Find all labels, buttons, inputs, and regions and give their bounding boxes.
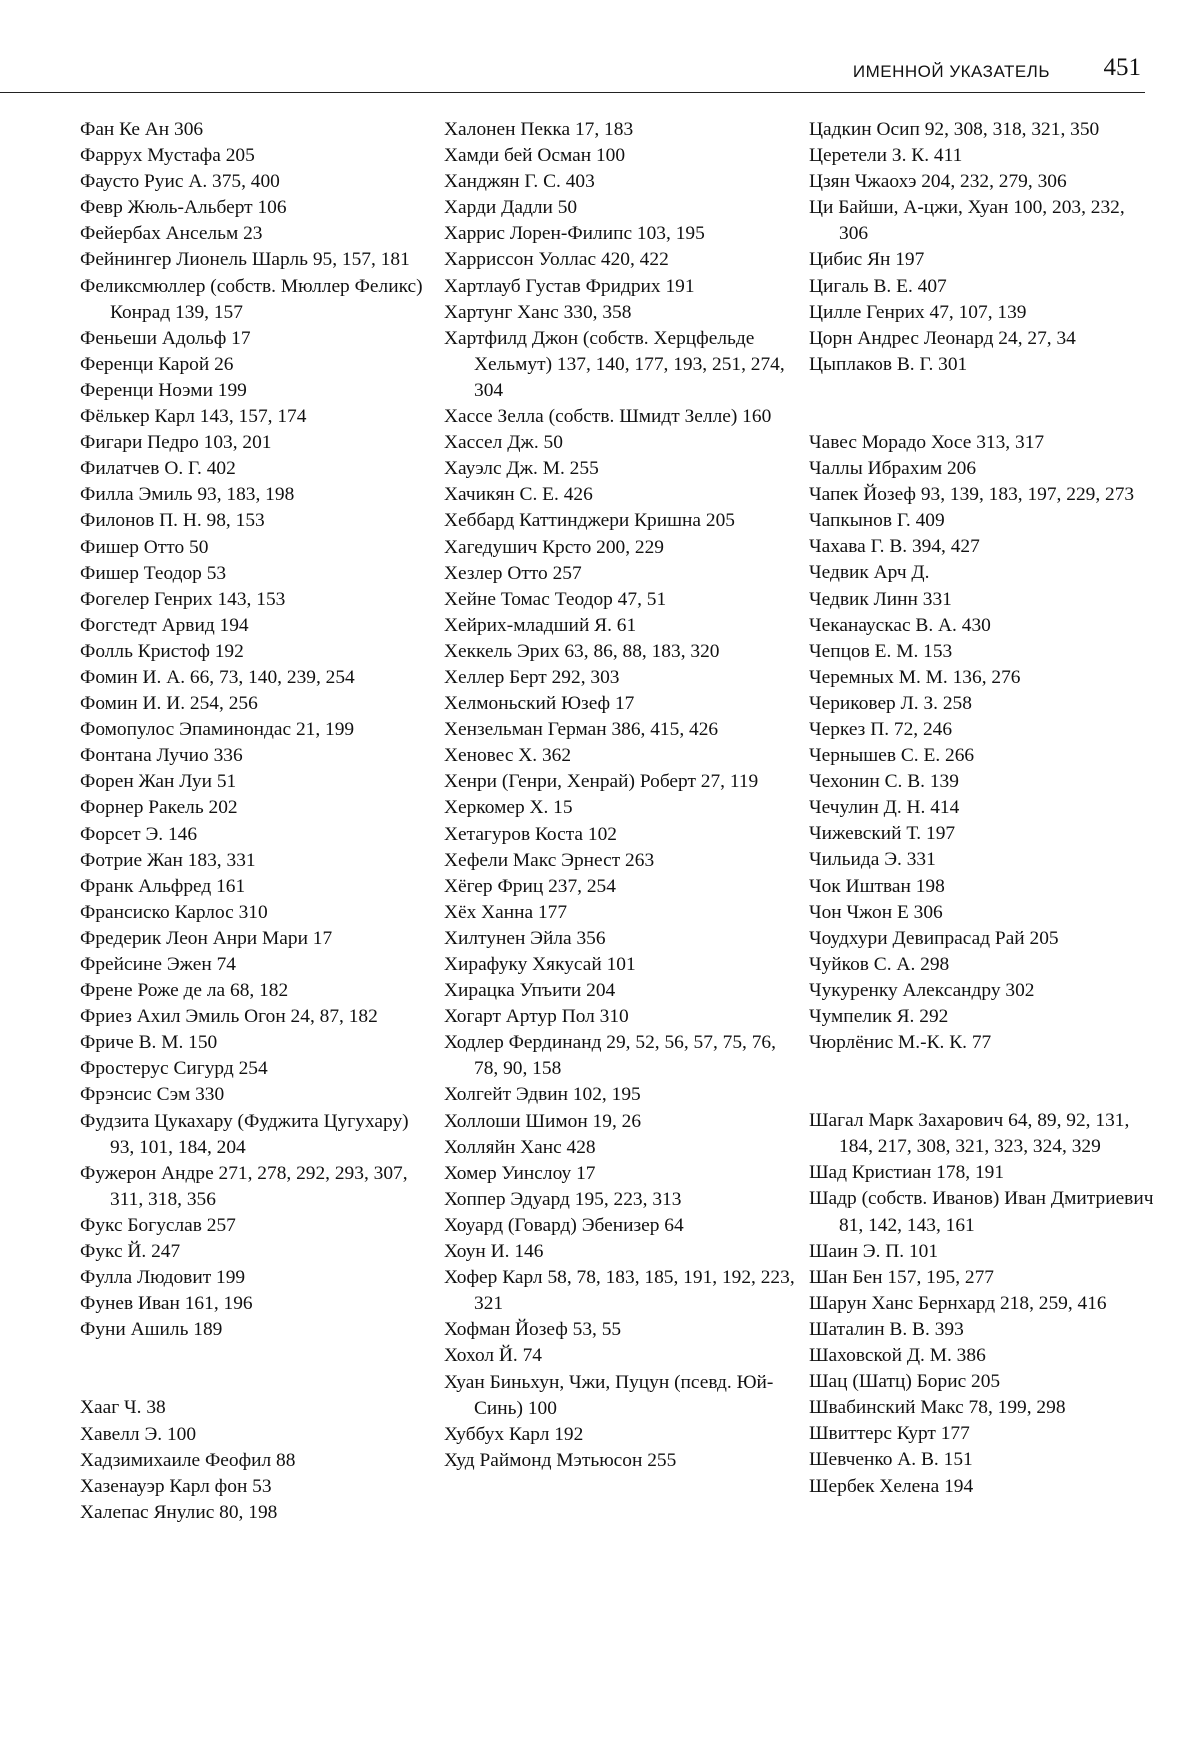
- index-entry: Френе Роже де ла 68, 182: [80, 978, 430, 1004]
- index-entry: Чукуренку Александру 302: [809, 978, 1154, 1004]
- index-entry: Чумпелик Я. 292: [809, 1004, 1154, 1030]
- index-entry: Хёгер Фриц 237, 254: [444, 874, 804, 900]
- index-entry: Ференци Ноэми 199: [80, 378, 430, 404]
- index-entry: Хейне Томас Теодор 47, 51: [444, 587, 804, 613]
- index-entry: Хофер Карл 58, 78, 183, 185, 191, 192, 223, 321: [444, 1265, 804, 1317]
- index-entry: Фейербах Ансельм 23: [80, 221, 430, 247]
- index-entry: Хоуард (Говард) Эбенизер 64: [444, 1213, 804, 1239]
- index-entry: Хеллер Берт 292, 303: [444, 665, 804, 691]
- index-entry: Хохол Й. 74: [444, 1343, 804, 1369]
- index-section-f: [80, 117, 430, 1343]
- index-entry: Шагал Марк Захарович 64, 89, 92, 131, 184, 217, 308, 321, 323, 324, 329: [809, 1108, 1154, 1160]
- index-entry: Чюрлёнис М.-К. К. 77: [809, 1030, 1154, 1056]
- index-entry: Хассел Дж. 50: [444, 430, 804, 456]
- index-entry: Чок Иштван 198: [809, 874, 1154, 900]
- index-entry: Чернышев С. Е. 266: [809, 743, 1154, 769]
- index-entry: Шац (Шатц) Борис 205: [809, 1369, 1154, 1395]
- index-entry: Шад Кристиан 178, 191: [809, 1160, 1154, 1186]
- index-section-kh-start: [80, 1395, 430, 1525]
- index-column-3: [809, 117, 1154, 1500]
- index-entry: Фан Ке Ан 306: [80, 117, 430, 143]
- index-section-ch: [809, 430, 1154, 1056]
- index-entry: Хенри (Генри, Хенрай) Роберт 27, 119: [444, 769, 804, 795]
- index-entry: Хилтунен Эйла 356: [444, 926, 804, 952]
- section-gap: [80, 1343, 430, 1395]
- index-entry: Хеновес Х. 362: [444, 743, 804, 769]
- index-entry: Фаусто Руис А. 375, 400: [80, 169, 430, 195]
- index-entry: Хезлер Отто 257: [444, 561, 804, 587]
- index-entry: Чавес Морадо Хосе 313, 317: [809, 430, 1154, 456]
- index-entry: Чериковер Л. З. 258: [809, 691, 1154, 717]
- index-entry: Фриез Ахил Эмиль Огон 24, 87, 182: [80, 1004, 430, 1030]
- index-entry: Черемных М. М. 136, 276: [809, 665, 1154, 691]
- index-entry: Швиттерс Курт 177: [809, 1421, 1154, 1447]
- index-entry: Хуан Биньхун, Чжи, Пуцун (псевд. Юй-Синь) 100: [444, 1370, 804, 1422]
- index-entry: Халонен Пекка 17, 183: [444, 117, 804, 143]
- index-section-kh: [444, 117, 804, 1474]
- index-entry: Хёх Ханна 177: [444, 900, 804, 926]
- index-entry: Хуббух Карл 192: [444, 1422, 804, 1448]
- index-entry: Холгейт Эдвин 102, 195: [444, 1082, 804, 1108]
- section-gap: [809, 378, 1154, 430]
- index-entry: Ходлер Фердинанд 29, 52, 56, 57, 75, 76, 78, 90, 158: [444, 1030, 804, 1082]
- index-entry: Фрейсине Эжен 74: [80, 952, 430, 978]
- index-entry: Филла Эмиль 93, 183, 198: [80, 482, 430, 508]
- index-entry: Чеканаускас В. А. 430: [809, 613, 1154, 639]
- index-entry: Хирафуку Хякусай 101: [444, 952, 804, 978]
- index-entry: Хачикян С. Е. 426: [444, 482, 804, 508]
- index-entry: Хадзимихаиле Феофил 88: [80, 1448, 430, 1474]
- index-entry: Фолль Кристоф 192: [80, 639, 430, 665]
- index-entry: Форнер Ракель 202: [80, 795, 430, 821]
- index-entry: Хеббард Каттинджери Кришна 205: [444, 508, 804, 534]
- index-entry: Чедвик Линн 331: [809, 587, 1154, 613]
- index-entry: Феньеши Адольф 17: [80, 326, 430, 352]
- index-entry: Харди Дадли 50: [444, 195, 804, 221]
- index-entry: Хетагуров Коста 102: [444, 822, 804, 848]
- index-entry: Чехонин С. В. 139: [809, 769, 1154, 795]
- index-entry: Цыплаков В. Г. 301: [809, 352, 1154, 378]
- index-entry: Франсиско Карлос 310: [80, 900, 430, 926]
- index-entry: Хелмоньский Юзеф 17: [444, 691, 804, 717]
- index-entry: Фишер Теодор 53: [80, 561, 430, 587]
- index-entry: Фишер Отто 50: [80, 535, 430, 561]
- index-entry: Ханджян Г. С. 403: [444, 169, 804, 195]
- index-entry: Хааг Ч. 38: [80, 1395, 430, 1421]
- index-entry: Чечулин Д. Н. 414: [809, 795, 1154, 821]
- index-entry: Фредерик Леон Анри Мари 17: [80, 926, 430, 952]
- index-entry: Фукс Богуслав 257: [80, 1213, 430, 1239]
- index-entry: Харриссон Уоллас 420, 422: [444, 247, 804, 273]
- index-entry: Хефели Макс Эрнест 263: [444, 848, 804, 874]
- section-gap: [809, 1056, 1154, 1108]
- index-entry: Швабинский Макс 78, 199, 298: [809, 1395, 1154, 1421]
- index-entry: Чахава Г. В. 394, 427: [809, 534, 1154, 560]
- index-entry: Шаталин В. В. 393: [809, 1317, 1154, 1343]
- index-entry: Цзян Чжаохэ 204, 232, 279, 306: [809, 169, 1154, 195]
- index-entry: Цорн Андрес Леонард 24, 27, 34: [809, 326, 1154, 352]
- index-entry: Хогарт Артур Пол 310: [444, 1004, 804, 1030]
- index-entry: Фигари Педро 103, 201: [80, 430, 430, 456]
- index-entry: Фёлькер Карл 143, 157, 174: [80, 404, 430, 430]
- index-entry: Фомин И. А. 66, 73, 140, 239, 254: [80, 665, 430, 691]
- index-entry: Филонов П. Н. 98, 153: [80, 508, 430, 534]
- index-entry: Форен Жан Луи 51: [80, 769, 430, 795]
- index-entry: Фотрие Жан 183, 331: [80, 848, 430, 874]
- index-entry: Хартлауб Густав Фридрих 191: [444, 274, 804, 300]
- index-entry: Фаррух Мустафа 205: [80, 143, 430, 169]
- index-entry: Франк Альфред 161: [80, 874, 430, 900]
- index-entry: Филатчев О. Г. 402: [80, 456, 430, 482]
- index-entry: Худ Раймонд Мэтьюсон 255: [444, 1448, 804, 1474]
- index-entry: Хавелл Э. 100: [80, 1422, 430, 1448]
- index-entry: Хассе Зелла (собств. Шмидт Зелле) 160: [444, 404, 804, 430]
- index-entry: Фулла Людовит 199: [80, 1265, 430, 1291]
- index-entry: Хазенауэр Карл фон 53: [80, 1474, 430, 1500]
- index-entry: Фогелер Генрих 143, 153: [80, 587, 430, 613]
- index-entry: Хомер Уинслоу 17: [444, 1161, 804, 1187]
- index-entry: Фрэнсис Сэм 330: [80, 1082, 430, 1108]
- index-entry: Фейнингер Лионель Шарль 95, 157, 181: [80, 247, 430, 273]
- page-number: 451: [1104, 54, 1142, 82]
- index-entry: Чильида Э. 331: [809, 847, 1154, 873]
- index-entry: Шарун Ханс Бернхард 218, 259, 416: [809, 1291, 1154, 1317]
- index-entry: Фогстедт Арвид 194: [80, 613, 430, 639]
- index-entry: Хейрих-младший Я. 61: [444, 613, 804, 639]
- index-entry: Шербек Хелена 194: [809, 1474, 1154, 1500]
- index-entry: Хофман Йозеф 53, 55: [444, 1317, 804, 1343]
- index-entry: Шевченко А. В. 151: [809, 1447, 1154, 1473]
- index-entry: Чапек Йозеф 93, 139, 183, 197, 229, 273: [809, 482, 1154, 508]
- index-section-ts: [809, 117, 1154, 378]
- index-entry: Фомопулос Эпаминондас 21, 199: [80, 717, 430, 743]
- index-entry: Хартунг Ханс 330, 358: [444, 300, 804, 326]
- index-entry: Фонтана Лучио 336: [80, 743, 430, 769]
- index-entry: Черкез П. 72, 246: [809, 717, 1154, 743]
- index-entry: Шадр (собств. Иванов) Иван Дмитриевич 81, 142, 143, 161: [809, 1186, 1154, 1238]
- index-entry: Шан Бен 157, 195, 277: [809, 1265, 1154, 1291]
- index-entry: Хирацка Упъити 204: [444, 978, 804, 1004]
- index-entry: Халепас Янулис 80, 198: [80, 1500, 430, 1526]
- index-entry: Харрис Лорен-Филипс 103, 195: [444, 221, 804, 247]
- index-entry: Чоудхури Девипрасад Рай 205: [809, 926, 1154, 952]
- index-entry: Ци Байши, А-цжи, Хуан 100, 203, 232, 306: [809, 195, 1154, 247]
- index-entry: Фукс Й. 247: [80, 1239, 430, 1265]
- index-entry: Хартфилд Джон (собств. Херцфельде Хельмут) 137, 140, 177, 193, 251, 274, 304: [444, 326, 804, 404]
- index-entry: Цибис Ян 197: [809, 247, 1154, 273]
- index-entry: Хамди бей Осман 100: [444, 143, 804, 169]
- index-entry: Февр Жюль-Альберт 106: [80, 195, 430, 221]
- index-entry: Чаллы Ибрахим 206: [809, 456, 1154, 482]
- index-entry: Феликсмюллер (собств. Мюллер Феликс) Конрад 139, 157: [80, 274, 430, 326]
- index-column-1: [80, 117, 430, 1526]
- index-entry: Фудзита Цукахару (Фуджита Цугухару) 93, 101, 184, 204: [80, 1109, 430, 1161]
- index-entry: Хагедушич Крсто 200, 229: [444, 535, 804, 561]
- running-header-title: ИМЕННОЙ УКАЗАТЕЛЬ: [853, 62, 1050, 82]
- running-header: [0, 52, 1145, 93]
- index-entry: Ференци Карой 26: [80, 352, 430, 378]
- index-entry: Фуни Ашиль 189: [80, 1317, 430, 1343]
- index-entry: Фужерон Андре 271, 278, 292, 293, 307, 311, 318, 356: [80, 1161, 430, 1213]
- index-entry: Чедвик Арч Д.: [809, 560, 1154, 586]
- index-entry: Форсет Э. 146: [80, 822, 430, 848]
- index-entry: Хеккель Эрих 63, 86, 88, 183, 320: [444, 639, 804, 665]
- index-entry: Херкомер Х. 15: [444, 795, 804, 821]
- index-entry: Цадкин Осип 92, 308, 318, 321, 350: [809, 117, 1154, 143]
- index-entry: Фунев Иван 161, 196: [80, 1291, 430, 1317]
- index-entry: Чон Чжон Е 306: [809, 900, 1154, 926]
- index-entry: Фростерус Сигурд 254: [80, 1056, 430, 1082]
- index-entry: Чижевский Т. 197: [809, 821, 1154, 847]
- index-entry: Хоун И. 146: [444, 1239, 804, 1265]
- index-entry: Холлоши Шимон 19, 26: [444, 1109, 804, 1135]
- index-entry: Хензельман Герман 386, 415, 426: [444, 717, 804, 743]
- index-entry: Чуйков С. А. 298: [809, 952, 1154, 978]
- index-entry: Фриче В. М. 150: [80, 1030, 430, 1056]
- index-column-2: [444, 117, 804, 1474]
- index-entry: Чапкынов Г. 409: [809, 508, 1154, 534]
- index-entry: Хоппер Эдуард 195, 223, 313: [444, 1187, 804, 1213]
- index-entry: Церетели З. К. 411: [809, 143, 1154, 169]
- index-entry: Цигаль В. Е. 407: [809, 274, 1154, 300]
- index-entry: Чепцов Е. М. 153: [809, 639, 1154, 665]
- index-entry: Шаховской Д. М. 386: [809, 1343, 1154, 1369]
- index-entry: Шаин Э. П. 101: [809, 1239, 1154, 1265]
- index-entry: Холляйн Ханс 428: [444, 1135, 804, 1161]
- index-section-sh: [809, 1108, 1154, 1499]
- index-entry: Цилле Генрих 47, 107, 139: [809, 300, 1154, 326]
- index-entry: Хауэлс Дж. М. 255: [444, 456, 804, 482]
- index-entry: Фомин И. И. 254, 256: [80, 691, 430, 717]
